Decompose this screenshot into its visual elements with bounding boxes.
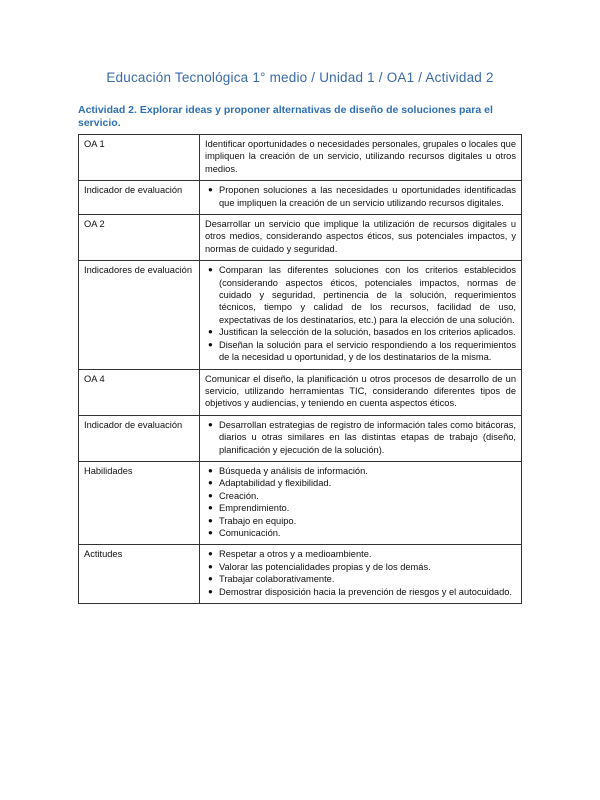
table-row	[79, 369, 522, 415]
bullet-list	[205, 419, 516, 456]
bullet-icon: ●	[208, 478, 213, 488]
objectives-table	[78, 134, 522, 604]
list-item	[208, 586, 516, 598]
bullet-list	[205, 264, 516, 363]
list-item	[208, 561, 516, 573]
row-content	[200, 415, 522, 461]
list-item	[208, 339, 516, 364]
bullet-icon: ●	[208, 327, 213, 337]
bullet-icon: ●	[208, 185, 213, 195]
list-item	[208, 419, 516, 456]
table-row	[79, 545, 522, 604]
row-label: Indicador de evaluación	[79, 181, 200, 215]
list-item	[208, 465, 516, 477]
list-item-text: Valorar las potencialidades propias y de los demás.	[219, 561, 431, 572]
list-item-text: Trabajar colaborativamente.	[219, 574, 335, 585]
bullet-icon: ●	[208, 465, 213, 475]
activity-heading: Actividad 2. Explorar ideas y proponer alternativas de diseño de soluciones para el servicio.	[78, 104, 493, 129]
row-content	[200, 369, 522, 415]
list-item-text: Demostrar disposición hacia la prevención de riesgos y el autocuidado.	[219, 586, 513, 597]
list-item-text: Adaptabilidad y flexibilidad.	[219, 478, 332, 489]
row-label: OA 4	[79, 369, 200, 415]
table-row	[79, 261, 522, 369]
table-row	[79, 461, 522, 544]
objective-text: Comunicar el diseño, la planificación u otros procesos de desarrollo de un servicio, utilizando herramientas TIC, considerando diferentes tipos de objetivos y audiencias, y teniendo en cuenta aspectos éticos.	[205, 373, 516, 409]
list-item	[208, 264, 516, 326]
row-label: Indicadores de evaluación	[79, 261, 200, 369]
bullet-icon: ●	[208, 586, 213, 596]
list-item	[208, 502, 516, 514]
list-item-text: Comunicación.	[219, 527, 281, 538]
bullet-icon: ●	[208, 265, 213, 275]
page-title: Educación Tecnológica 1° medio / Unidad 1 / OA1 / Actividad 2	[106, 70, 494, 85]
list-item-text: Creación.	[219, 490, 259, 501]
list-item	[208, 573, 516, 585]
bullet-icon: ●	[208, 574, 213, 584]
objective-text: Desarrollar un servicio que implique la utilización de recursos digitales u otros medios, considerando aspectos éticos, sus potenciales impactos, y normas de cuidado y seguridad.	[205, 219, 516, 254]
bullet-icon: ●	[208, 515, 213, 525]
list-item	[208, 477, 516, 489]
row-label: Habilidades	[79, 461, 200, 544]
bullet-list	[205, 465, 516, 539]
bullet-icon: ●	[208, 503, 213, 513]
row-content	[200, 215, 522, 261]
table-row	[79, 181, 522, 215]
list-item-text: Trabajo en equipo.	[219, 515, 297, 526]
row-label: Indicador de evaluación	[79, 415, 200, 461]
table-row	[79, 135, 522, 181]
row-content	[200, 135, 522, 181]
bullet-icon: ●	[208, 419, 213, 429]
row-content	[200, 461, 522, 544]
list-item	[208, 326, 516, 338]
bullet-list	[205, 184, 516, 209]
list-item-text: Proponen soluciones a las necesidades u oportunidades identificadas que impliquen la creación de un servicio utilizando recursos digitales.	[219, 185, 516, 208]
row-content	[200, 261, 522, 369]
list-item	[208, 515, 516, 527]
row-content	[200, 181, 522, 215]
row-label: OA 1	[79, 135, 200, 181]
bullet-icon: ●	[208, 549, 213, 559]
list-item	[208, 490, 516, 502]
list-item-text: Comparan las diferentes soluciones con los criterios establecidos (considerando aspectos éticos, potenciales impactos, normas de cuidado y seguridad, pertinencia de la solución, requerimientos técnicos, tiempo y calidad de los recursos, facilidad de uso, expectativas de los destinatarios, etc.) para la elección de una solución.	[219, 265, 516, 325]
list-item-text: Búsqueda y análisis de información.	[219, 465, 368, 476]
row-content	[200, 545, 522, 604]
list-item	[208, 527, 516, 539]
bullet-icon: ●	[208, 527, 213, 537]
bullet-icon: ●	[208, 339, 213, 349]
bullet-icon: ●	[208, 490, 213, 500]
list-item-text: Respetar a otros y a medioambiente.	[219, 549, 372, 560]
list-item-text: Justifican la selección de la solución, basados en los criterios aplicados.	[219, 327, 516, 338]
bullet-list	[205, 548, 516, 598]
objective-text: Identificar oportunidades o necesidades personales, grupales o locales que impliquen la creación de un servicio, utilizando recursos digitales u otros medios.	[205, 139, 516, 174]
list-item-text: Emprendimiento.	[219, 503, 290, 514]
list-item	[208, 184, 516, 209]
list-item	[208, 548, 516, 560]
list-item-text: Desarrollan estrategias de registro de información tales como bitácoras, diarios u otras similares en las distintas etapas de trabajo (diseño, planificación y ejecución de la solución).	[219, 419, 516, 455]
row-label: OA 2	[79, 215, 200, 261]
table-row	[79, 215, 522, 261]
table-row	[79, 415, 522, 461]
objectives-table-body	[79, 135, 522, 604]
row-label: Actitudes	[79, 545, 200, 604]
list-item-text: Diseñan la solución para el servicio respondiendo a los requerimientos de la necesidad u oportunidad, y de los destinatarios de la misma.	[219, 339, 516, 363]
bullet-icon: ●	[208, 561, 213, 571]
